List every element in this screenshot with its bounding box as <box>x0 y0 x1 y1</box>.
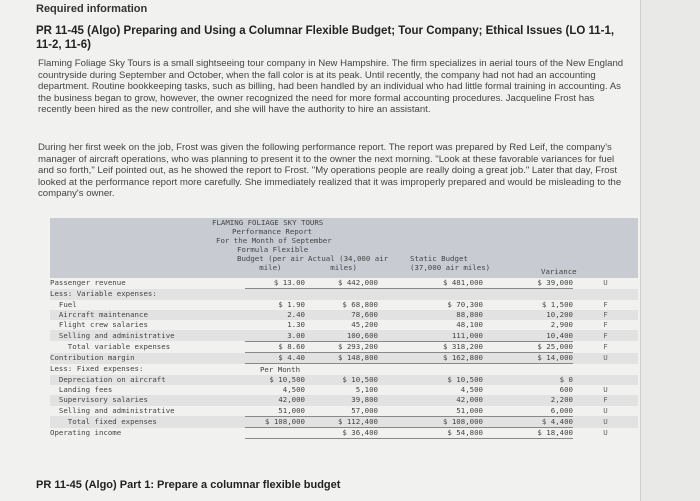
row-label: Aircraft maintenance <box>50 310 245 320</box>
table-row <box>50 416 638 427</box>
table-row <box>50 406 638 417</box>
static-value <box>378 364 483 375</box>
static-value: 42,000 <box>378 395 483 405</box>
variance-value <box>483 364 573 375</box>
variance-value: $ 14,000 <box>483 353 573 364</box>
table-row <box>50 310 638 320</box>
actual-value: $ 36,400 <box>305 428 378 439</box>
variance-value: 10,400 <box>483 330 573 341</box>
formula-value: $ 1.90 <box>278 299 305 309</box>
variance-flag <box>573 364 638 375</box>
formula-value: $ 13.00 <box>245 278 305 289</box>
variance-flag: F <box>573 310 638 320</box>
intro-paragraph: Flaming Foliage Sky Tours is a small sightseeing tour company in New Hampshire. The firm specializes in aerial tours of the New England countryside during September and October, when the fall color is at its peak. Until recently, the company had not had an accounting department. Routine bookkeeping tasks, such as billing, had been handled by an individual who had little formal training in accounting. As the business began to grow, however, the owner recognized the need for more formal accounting procedures. Jacqueline Frost has recently been hired as the new controller, and she will have the authority to hire an assistant. <box>38 58 624 116</box>
variance-value: $ 1,500 <box>541 299 573 309</box>
table-row <box>50 364 638 375</box>
formula-value: 51,000 <box>245 406 305 417</box>
static-value: 51,000 <box>378 406 483 417</box>
formula-value: 42,000 <box>245 395 305 405</box>
part-title: PR 11-45 (Algo) Part 1: Prepare a columnar flexible budget <box>36 479 341 491</box>
variance-value: 10,200 <box>483 310 573 320</box>
table-row <box>50 330 638 341</box>
row-label: Fuel <box>50 299 77 309</box>
table-row <box>50 289 638 300</box>
variance-value: 6,000 <box>483 406 573 417</box>
static-value: 48,100 <box>456 320 483 330</box>
actual-value: 100,600 <box>305 330 378 341</box>
static-value: $ 481,000 <box>378 278 483 289</box>
variance-flag: F <box>573 330 638 341</box>
formula-value: Per Month <box>259 364 301 374</box>
performance-report <box>50 218 638 439</box>
actual-value: $ 112,400 <box>305 416 378 427</box>
variance-flag: U <box>603 428 608 438</box>
report-table <box>50 278 638 439</box>
table-row <box>50 395 638 405</box>
actual-value: $ 148,800 <box>305 353 378 364</box>
static-value <box>378 289 483 300</box>
static-value: $ 10,500 <box>378 375 483 385</box>
formula-value: $ 108,000 <box>245 416 305 427</box>
row-label: Selling and administrative <box>50 330 245 341</box>
scenario-paragraph: During her first week on the job, Frost was given the following performance report. The report was prepared by Red Leif, the company's manager of aircraft operations, who was planning to present it to the owner the next morning. "Look at these favorable variances for fuel and so forth," Leif pointed out, as he showed the report to Frost. "My operations people are really doing a great job." Later that day, Frost looked at the performance report more carefully. She immediately realized that it was improperly prepared and would be misleading to the company's owner. <box>38 142 622 200</box>
variance-value: $ 39,000 <box>483 278 573 289</box>
report-company: FLAMING FOLIAGE SKY TOURS <box>212 218 324 227</box>
row-label: Landing fees <box>50 385 113 395</box>
static-value: 111,000 <box>378 330 483 341</box>
variance-value: 2,900 <box>550 320 573 330</box>
variance-flag: U <box>573 353 638 364</box>
static-value: 88,800 <box>378 310 483 320</box>
formula-value: $ 4.40 <box>245 353 305 364</box>
row-label: Passenger revenue <box>50 278 126 288</box>
row-label: Operating income <box>50 428 122 438</box>
report-period: For the Month of September <box>216 236 332 245</box>
variance-flag: F <box>573 395 638 405</box>
row-label: Contribution margin <box>50 353 245 364</box>
formula-value: 4,500 <box>282 385 305 395</box>
static-value: 4,500 <box>460 385 483 395</box>
static-value: $ 54,800 <box>378 428 483 439</box>
actual-value: $ 68,800 <box>342 299 378 309</box>
actual-value: $ 10,500 <box>305 375 378 385</box>
actual-value: 45,200 <box>351 320 378 330</box>
formula-value: 1.30 <box>287 320 305 330</box>
variance-flag: U <box>573 416 638 427</box>
table-row <box>50 428 638 439</box>
static-value: $ 108,000 <box>378 416 483 427</box>
report-header <box>50 218 638 278</box>
required-info-heading: Required information <box>36 3 148 15</box>
variance-flag: F <box>603 299 608 309</box>
row-label: Total fixed expenses <box>50 416 245 427</box>
formula-value <box>245 428 305 439</box>
report-name: Performance Report <box>232 227 313 236</box>
row-label: Flight crew salaries <box>50 320 148 330</box>
variance-flag <box>573 289 638 300</box>
table-row <box>50 353 638 364</box>
problem-title: PR 11-45 (Algo) Preparing and Using a Columnar Flexible Budget; Tour Company; Ethical Issues (LO 11-1, 11-2, 11-6) <box>36 25 615 51</box>
variance-value: $ 0 <box>483 375 573 385</box>
actual-value: 39,800 <box>305 395 378 405</box>
variance-flag: U <box>603 385 608 395</box>
actual-value: 5,100 <box>355 385 378 395</box>
row-label: Depreciation on aircraft <box>50 375 245 385</box>
col-actual: Actual (34,000 air miles) <box>308 254 389 272</box>
actual-value: 57,000 <box>305 406 378 417</box>
variance-value: $ 25,000 <box>483 341 573 352</box>
col-variance: Variance <box>541 267 577 276</box>
variance-value: 600 <box>559 385 573 395</box>
actual-value <box>305 364 378 375</box>
formula-value: 3.00 <box>245 330 305 341</box>
row-label: Selling and administrative <box>50 405 175 415</box>
row-label: Less: Fixed expenses: <box>50 364 144 374</box>
actual-value: 78,600 <box>305 310 378 320</box>
static-value: $ 162,800 <box>378 353 483 364</box>
table-row <box>50 341 638 352</box>
variance-flag <box>573 375 638 385</box>
formula-value: 2.40 <box>245 310 305 320</box>
static-value: $ 318,200 <box>378 341 483 352</box>
table-row <box>50 278 638 289</box>
formula-value <box>245 289 305 300</box>
formula-value: $ 10,500 <box>245 375 305 385</box>
variance-flag: U <box>603 405 608 415</box>
static-value: $ 70,300 <box>447 299 483 309</box>
row-label: Total variable expenses <box>50 341 171 351</box>
actual-value: $ 442,000 <box>305 278 378 289</box>
row-label: Less: Variable expenses: <box>50 289 245 300</box>
variance-value: $ 18,400 <box>483 428 573 439</box>
variance-flag: F <box>603 320 608 330</box>
formula-value: $ 8.60 <box>245 341 305 352</box>
row-label: Supervisory salaries <box>50 395 245 405</box>
table-row <box>50 320 638 330</box>
col-static: Static Budget (37,000 air miles) <box>410 254 491 272</box>
variance-flag: U <box>603 278 608 288</box>
variance-value: $ 4,400 <box>483 416 573 427</box>
variance-value: 2,200 <box>483 395 573 405</box>
variance-flag: F <box>603 341 608 351</box>
actual-value <box>305 289 378 300</box>
col-formula: Formula Flexible Budget (per air mile) <box>237 245 309 272</box>
actual-value: $ 293,200 <box>305 341 378 352</box>
variance-value <box>483 289 573 300</box>
table-row <box>50 385 638 395</box>
table-row <box>50 300 638 310</box>
table-row <box>50 375 638 385</box>
